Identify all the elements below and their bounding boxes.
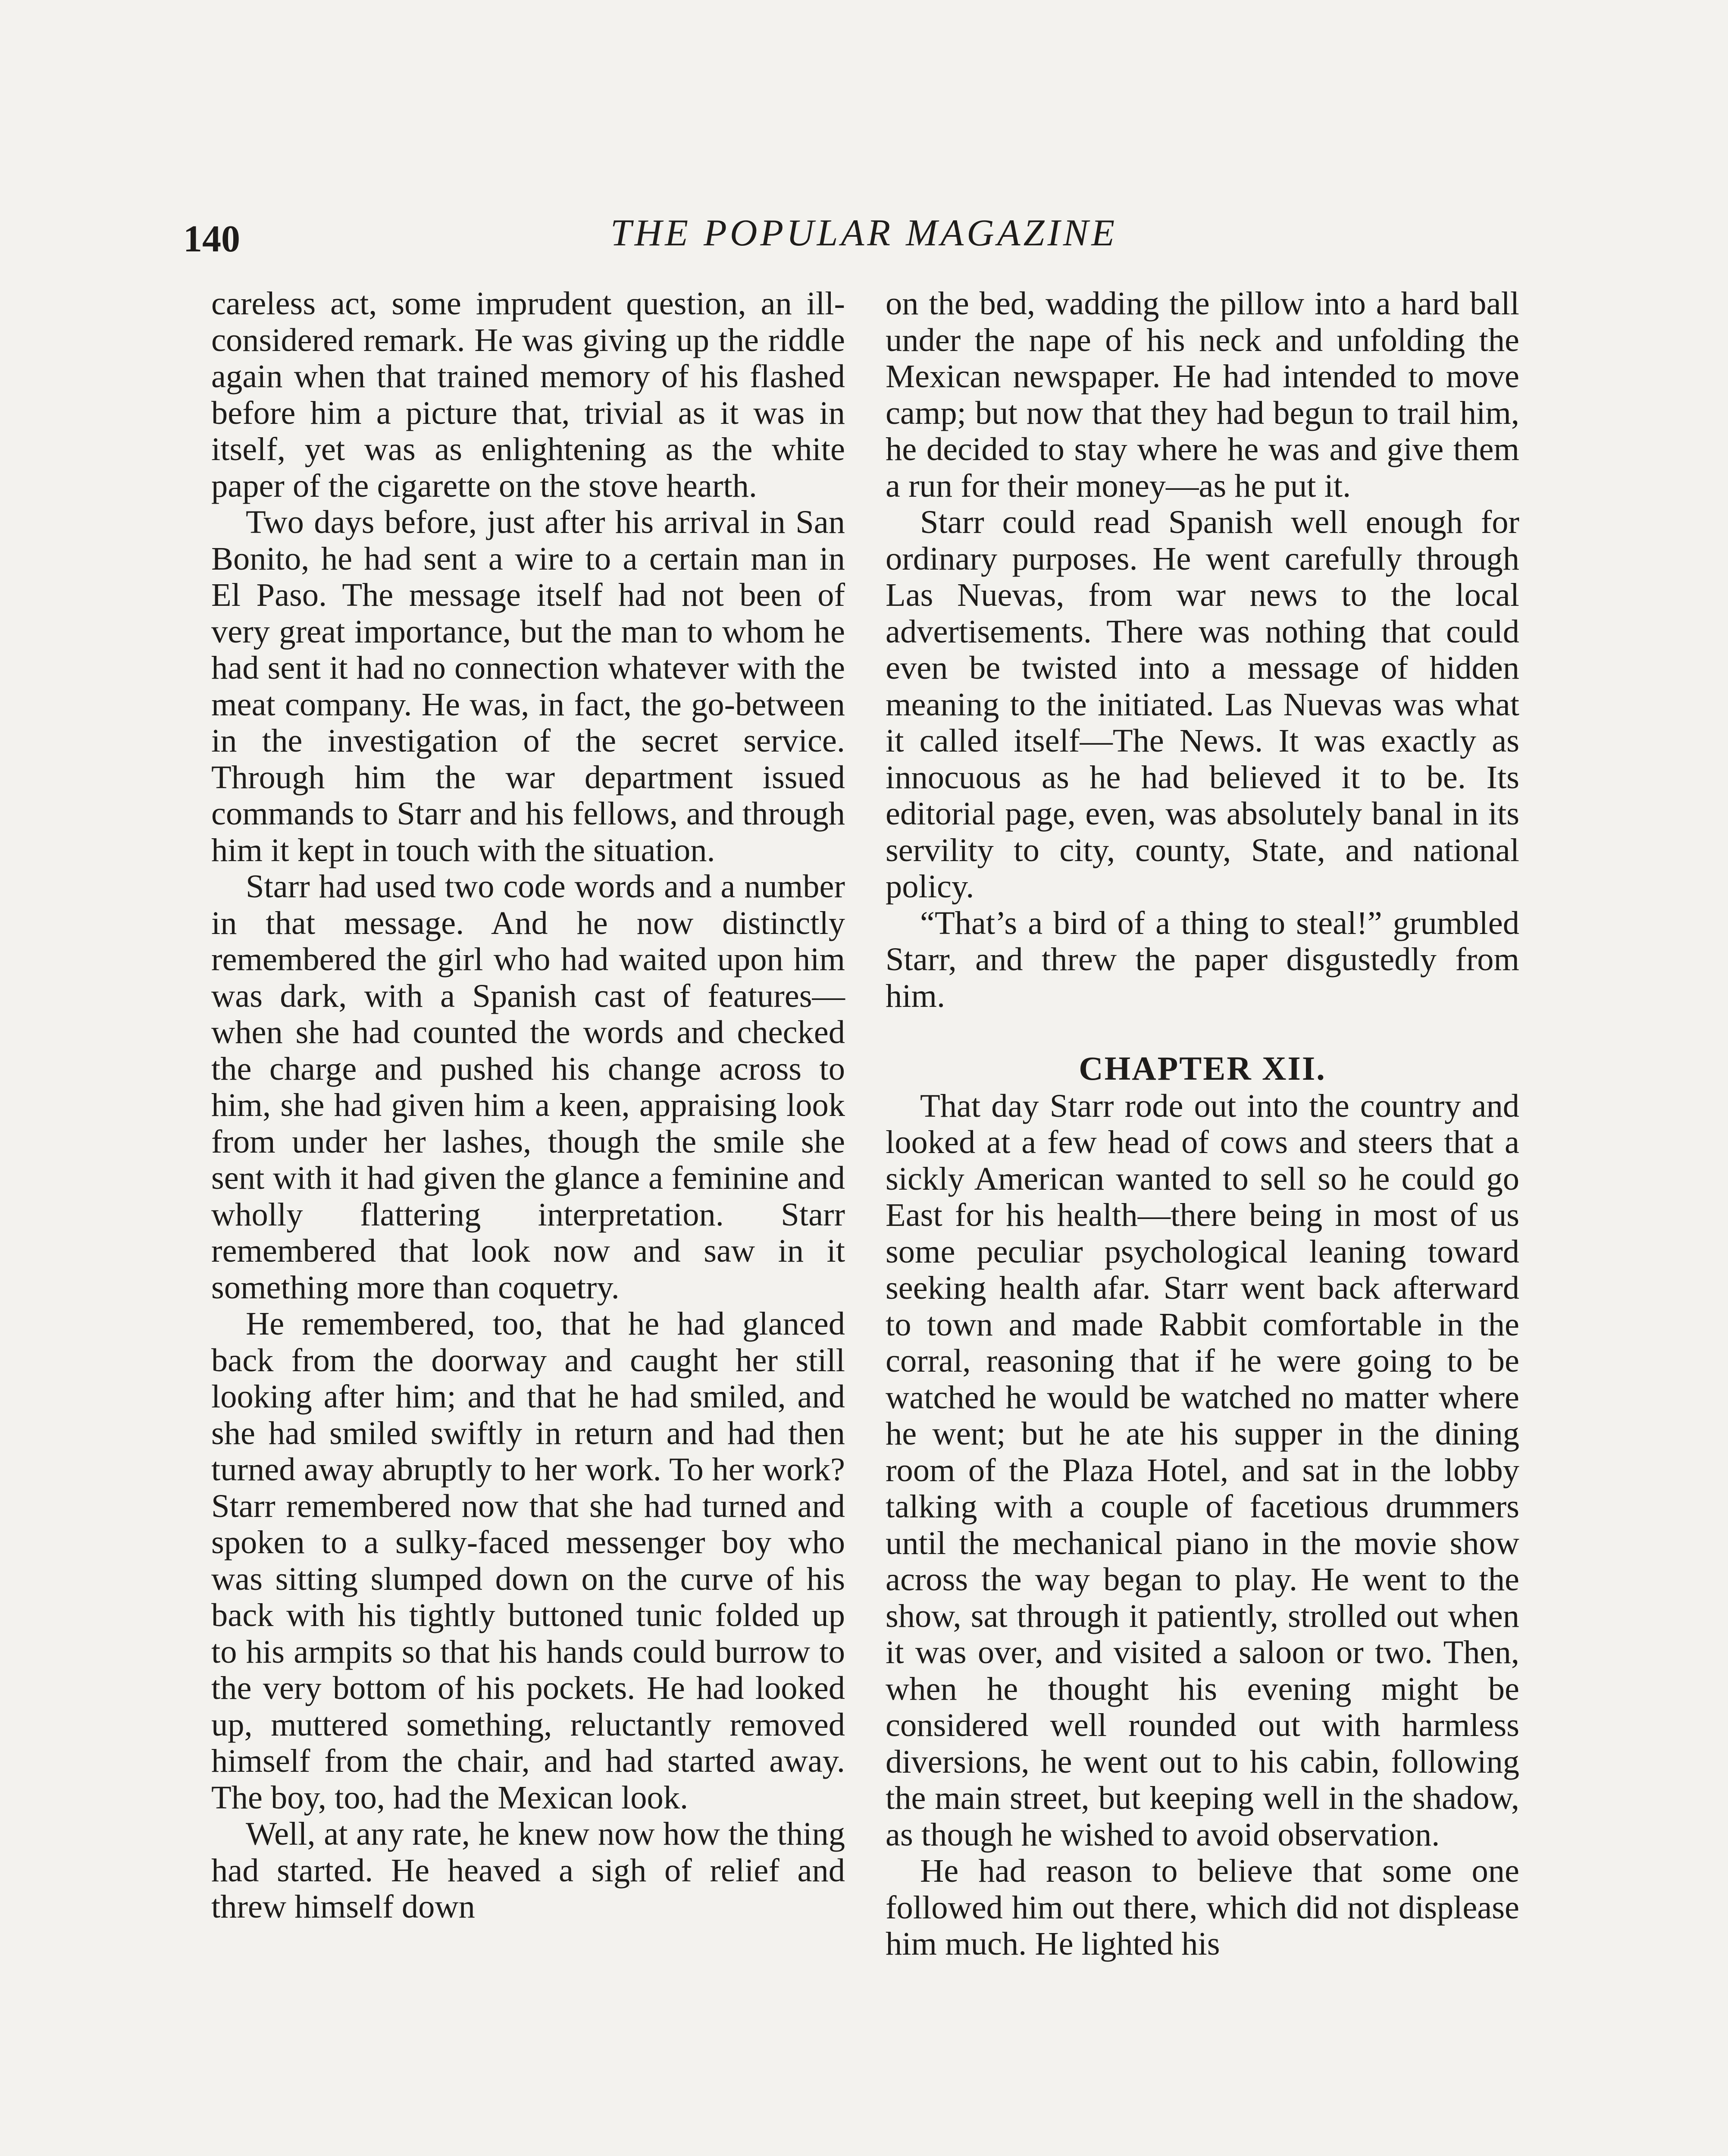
running-title: THE POPULAR MAGAZINE xyxy=(610,212,1118,254)
paragraph: He remembered, too, that he had glanced back from the doorway and caught her still looking after him; and that he had smiled, and she had smiled swiftly in return and had then turned away abruptly to her work. To her work? Starr remembered now that she had turned and spoken to a sulky-faced messenger boy who was sitting slumped down on the curve of his back with his tightly buttoned tunic folded up to his armpits so that his hands could burrow to the very bottom of his pockets. He had looked up, muttered something, reluctantly removed himself from the chair, and had started away. The boy, too, had the Mexican look. xyxy=(211,1305,845,1816)
left-column xyxy=(211,285,845,1925)
paragraph: Well, at any rate, he knew now how the thing had started. He heaved a sigh of relief and threw himself down xyxy=(211,1815,845,1925)
paragraph: Starr had used two code words and a number in that message. And he now distinctly remembered the girl who had waited upon him was dark, with a Spanish cast of features—when she had counted the words and checked the charge and pushed his change across to him, she had given him a keen, appraising look from under her lashes, though the smile she sent with it had given the glance a feminine and wholly flattering interpretation. Starr remembered that look now and saw in it something more than coquetry. xyxy=(211,868,845,1306)
paragraph: careless act, some imprudent question, an ill-considered remark. He was giving up the riddle again when that trained memory of his flashed before him a picture that, trivial as it was in itself, yet was as enlightening as the white paper of the cigarette on the stove hearth. xyxy=(211,285,845,504)
paragraph: Two days before, just after his arrival in San Bonito, he had sent a wire to a certain man in El Paso. The message itself had not been of very great importance, but the man to whom he had sent it had no connection whatever with the meat company. He was, in fact, the go-between in the investigation of the secret service. Through him the war department issued commands to Starr and his fellows, and through him it kept in touch with the situation. xyxy=(211,504,845,868)
paragraph: He had reason to believe that some one followed him out there, which did not displease him much. He lighted his xyxy=(886,1852,1519,1962)
page-number: 140 xyxy=(183,218,240,260)
paragraph: on the bed, wadding the pillow into a hard ball under the nape of his neck and unfolding the Mexican newspaper. He had intended to move camp; but now that they had begun to trail him, he decided to stay where he was and give them a run for their money—as he put it. xyxy=(886,285,1519,504)
paragraph: Starr could read Spanish well enough for ordinary purposes. He went carefully through Las Nuevas, from war news to the local advertisements. There was nothing that could even be twisted into a message of hidden meaning to the initiated. Las Nuevas was what it called itself—The News. It was exactly as innocuous as he had believed it to be. Its editorial page, even, was absolutely banal in its servility to city, county, State, and national policy. xyxy=(886,504,1519,905)
paragraph: “That’s a bird of a thing to steal!” grumbled Starr, and threw the paper disgustedly from him. xyxy=(886,904,1519,1014)
paragraph: That day Starr rode out into the country and looked at a few head of cows and steers that a sickly American wanted to sell so he could go East for his health—there being in most of us some peculiar psychological leaning toward seeking health afar. Starr went back afterward to town and made Rabbit comfortable in the corral, reasoning that if he were going to be watched he would be watched no matter where he went; but he ate his supper in the dining room of the Plaza Hotel, and sat in the lobby talking with a couple of facetious drummers until the mechanical piano in the movie show across the way began to play. He went to the show, sat through it patiently, strolled out when it was over, and visited a saloon or two. Then, when he thought his evening might be considered well rounded out with harmless diversions, he went out to his cabin, following the main street, but keeping well in the shadow, as though he wished to avoid observation. xyxy=(886,1087,1519,1853)
chapter-heading: CHAPTER XII. xyxy=(1079,1050,1326,1087)
page-header xyxy=(0,210,1728,266)
right-column xyxy=(886,285,1519,1962)
